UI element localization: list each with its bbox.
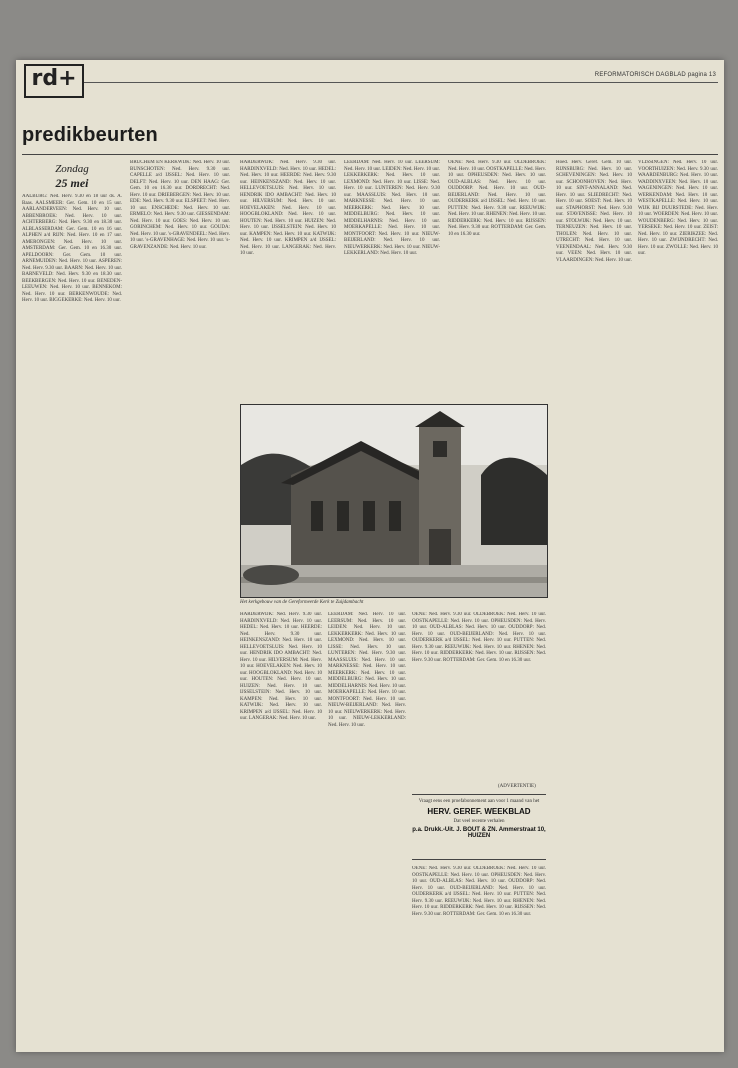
ad-publisher: p.a. Drukk.-Uit. J. BOUT & ZN. Ammerstraat 10, HUIZEN [412,827,546,839]
column-text: AALBURG: Ned. Herv. 9.30 en 18 uur ds. A. Baas. AALSMEER: Ger. Gem. 10 en 15 uur. AARLANDERVEEN: Ned. Herv. 10 uur. ABBENBROEK: Ned. Herv. 10 uur. ACHTERBERG: Ned. Herv. 9.30 en 18.30 uur. ALBLASSERDAM: Ger. Gem. 10 en 16 uur. ALPHEN a/d RIJN: Ned. Herv. 10 en 17 uur. AMERONGEN: Ned. Herv. 10 uur. AMSTERDAM: Ger. Gem. 10 en 16.30 uur. APELDOORN: Ger. Gem. 10 uur. ARNEMUIDEN: Ned. Herv. 10 uur. ASPEREN: Ned. Herv. 9.30 uur. BAARN: Ned. Herv. 10 uur. BARNEVELD: Ned. Herv. 9.30 en 18.30 uur. BEEKBERGEN: Ned. Herv. 10 uur. BENEDEN-LEEUWEN: Ned. Herv. 10 uur. BENNEKOM: Ned. Herv. 10 uur. BERKENWOUDE: Ned. Herv. 10 uur. BIGGEKERKE: Ned. Herv. 10 uur. [22,194,122,303]
column-3-lower [240,612,322,1044]
column-text: VLISSINGEN: Ned. Herv. 10 uur. VOORTHUIZEN: Ned. Herv. 9.30 uur. WAARDENBURG: Ned. Herv. 10 uur. WADDINXVEEN: Ned. Herv. 10 uur. WAGENINGEN: Ned. Herv. 10 uur. WERKENDAM: Ned. Herv. 10 uur. WESTKAPELLE: Ned. Herv. 10 uur. WIJK BIJ DUURSTEDE: Ned. Herv. 10 uur. WOERDEN: Ned. Herv. 10 uur. WOUDENBERG: Ned. Herv. 10 uur. YERSEKE: Ned. Herv. 10 uur. ZEIST: Ned. Herv. 10 uur. ZIERIKZEE: Ned. Herv. 10 uur. ZWIJNDRECHT: Ned. Herv. 10 uur. ZWOLLE: Ned. Herv. 10 uur. [638,160,718,256]
column-text: LEERDAM: Ned. Herv. 10 uur. LEERSUM: Ned. Herv. 10 uur. LEIDEN: Ned. Herv. 10 uur. LEKKERKERK: Ned. Herv. 10 uur. LEXMOND: Ned. Herv. 10 uur. LISSE: Ned. Herv. 10 uur. LUNTEREN: Ned. Herv. 9.30 uur. MAASSLUIS: Ned. Herv. 10 uur. MARKNESSE: Ned. Herv. 10 uur. MEERKERK: Ned. Herv. 10 uur. MIDDELBURG: Ned. Herv. 10 uur. MIDDELHARNIS: Ned. Herv. 10 uur. MOERKAPELLE: Ned. Herv. 10 uur. MONTFOORT: Ned. Herv. 10 uur. NIEUW-BEIJERLAND: Ned. Herv. 10 uur. NIEUWERKERK: Ned. Herv. 10 uur. NIEUW-LEKKERLAND: Ned. Herv. 10 uur. [328,612,406,728]
day-label: Zondag [55,163,89,175]
column-text: OENE: Ned. Herv. 9.30 uur. OLDEBROEK: Ned. Herv. 10 uur. OOSTKAPELLE: Ned. Herv. 10 uur. OPHEUSDEN: Ned. Herv. 10 uur. OUD-ALBLAS: Ned. Herv. 10 uur. OUDDORP: Ned. Herv. 10 uur. OUD-BEIJERLAND: Ned. Herv. 10 uur. OUDERKERK a/d IJSSEL: Ned. Herv. 10 uur. PUTTEN: Ned. Herv. 9.30 uur. REEUWIJK: Ned. Herv. 10 uur. RHENEN: Ned. Herv. 10 uur. RIDDERKERK: Ned. Herv. 10 uur. RIJSSEN: Ned. Herv. 9.30 uur. ROTTERDAM: Ger. Gem. 10 en 16.30 uur. [412,866,546,917]
column-4-lower [328,612,406,1044]
ad-name: HERV. GEREF. WEEKBLAD [427,807,531,816]
advertisement [412,794,546,860]
header-rule [76,82,718,83]
column-1 [22,194,122,1044]
column-text: HARDERWIJK: Ned. Herv. 9.30 uur. HARDINXVELD: Ned. Herv. 10 uur. HEDEL: Ned. Herv. 10 uur. HEERDE: Ned. Herv. 9.30 uur. HEINKENSZAND: Ned. Herv. 10 uur. HELLEVOETSLUIS: Ned. Herv. 10 uur. HENDRIK IDO AMBACHT: Ned. Herv. 10 uur. HILVERSUM: Ned. Herv. 10 uur. HOEVELAKEN: Ned. Herv. 10 uur. HOOGBLOKLAND: Ned. Herv. 10 uur. HOUTEN: Ned. Herv. 10 uur. HUIZEN: Ned. Herv. 10 uur. IJSSELSTEIN: Ned. Herv. 10 uur. KAMPEN: Ned. Herv. 10 uur. KATWIJK: Ned. Herv. 10 uur. KRIMPEN a/d IJSSEL: Ned. Herv. 10 uur. LANGERAK: Ned. Herv. 10 uur. [240,160,336,256]
date-block [22,162,122,190]
newspaper-page [16,60,724,1052]
ad-intro: Vraagt eens een proefabonnement aan voor 1 maand van het [418,799,540,804]
column-text: OENE: Ned. Herv. 9.30 uur. OLDEBROEK: Ned. Herv. 10 uur. OOSTKAPELLE: Ned. Herv. 10 uur. OPHEUSDEN: Ned. Herv. 10 uur. OUD-ALBLAS: Ned. Herv. 10 uur. OUDDORP: Ned. Herv. 10 uur. OUD-BEIJERLAND: Ned. Herv. 10 uur. OUDERKERK a/d IJSSEL: Ned. Herv. 10 uur. PUTTEN: Ned. Herv. 9.30 uur. REEUWIJK: Ned. Herv. 10 uur. RHENEN: Ned. Herv. 10 uur. RIDDERKERK: Ned. Herv. 10 uur. RIJSSEN: Ned. Herv. 9.30 uur. ROTTERDAM: Ger. Gem. 10 en 16.30 uur. [412,612,546,663]
column-2 [130,160,230,1044]
column-text: Hoed. Herv. Geref. Gem. 10 uur. RIJNSBURG: Ned. Herv. 10 uur. SCHEVENINGEN: Ned. Herv. 10 uur. SCHOONHOVEN: Ned. Herv. 10 uur. SINT-ANNALAND: Ned. Herv. 10 uur. SLIEDRECHT: Ned. Herv. 10 uur. SOEST: Ned. Herv. 10 uur. STAPHORST: Ned. Herv. 9.30 uur. STAVENISSE: Ned. Herv. 10 uur. STOLWIJK: Ned. Herv. 10 uur. TERNEUZEN: Ned. Herv. 10 uur. THOLEN: Ned. Herv. 10 uur. UTRECHT: Ned. Herv. 10 uur. VEENENDAAL: Ned. Herv. 9.30 uur. VEEN: Ned. Herv. 10 uur. VLAARDINGEN: Ned. Herv. 10 uur. [556,160,632,263]
column-5 [448,160,546,396]
column-text: HARDERWIJK: Ned. Herv. 9.30 uur. HARDINXVELD: Ned. Herv. 10 uur. HEDEL: Ned. Herv. 10 uur. HEERDE: Ned. Herv. 9.30 uur. HEINKENSZAND: Ned. Herv. 10 uur. HELLEVOETSLUIS: Ned. Herv. 10 uur. HENDRIK IDO AMBACHT: Ned. Herv. 10 uur. HILVERSUM: Ned. Herv. 10 uur. HOEVELAKEN: Ned. Herv. 10 uur. HOOGBLOKLAND: Ned. Herv. 10 uur. HOUTEN: Ned. Herv. 10 uur. HUIZEN: Ned. Herv. 10 uur. IJSSELSTEIN: Ned. Herv. 10 uur. KAMPEN: Ned. Herv. 10 uur. KATWIJK: Ned. Herv. 10 uur. KRIMPEN a/d IJSSEL: Ned. Herv. 10 uur. LANGERAK: Ned. Herv. 10 uur. [240,612,322,721]
column-4 [344,160,440,396]
column-text: LEERDAM: Ned. Herv. 10 uur. LEERSUM: Ned. Herv. 10 uur. LEIDEN: Ned. Herv. 10 uur. LEKKERKERK: Ned. Herv. 10 uur. LEXMOND: Ned. Herv. 10 uur. LISSE: Ned. Herv. 10 uur. LUNTEREN: Ned. Herv. 9.30 uur. MAASSLUIS: Ned. Herv. 10 uur. MARKNESSE: Ned. Herv. 10 uur. MEERKERK: Ned. Herv. 10 uur. MIDDELBURG: Ned. Herv. 10 uur. MIDDELHARNIS: Ned. Herv. 10 uur. MOERKAPELLE: Ned. Herv. 10 uur. MONTFOORT: Ned. Herv. 10 uur. NIEUW-BEIJERLAND: Ned. Herv. 10 uur. NIEUWERKERK: Ned. Herv. 10 uur. NIEUW-LEKKERLAND: Ned. Herv. 10 uur. [344,160,440,256]
date-label: 25 mei [55,176,89,190]
church-photo [240,404,548,598]
page-title: predikbeurten [22,124,158,146]
masthead-logo: rd+ [24,64,84,98]
column-6 [556,160,632,1044]
title-rule [22,154,718,155]
ad-label: (ADVERTENTIE) [498,784,536,789]
column-text: BRUCHEM EN KERKWIJK: Ned. Herv. 10 uur. BUNSCHOTEN: Ned. Herv. 9.30 uur. CAPELLE a/d IJSSEL: Ned. Herv. 10 uur. DELFT: Ned. Herv. 10 uur. DEN HAAG: Ger. Gem. 10 en 16.30 uur. DORDRECHT: Ned. Herv. 10 uur. DRIEBERGEN: Ned. Herv. 10 uur. EDE: Ned. Herv. 9.30 uur. ELSPEET: Ned. Herv. 10 uur. ENSCHEDE: Ned. Herv. 10 uur. ERMELO: Ned. Herv. 9.30 uur. GIESSENDAM: Ned. Herv. 10 uur. GOES: Ned. Herv. 10 uur. GORINCHEM: Ned. Herv. 10 uur. GOUDA: Ned. Herv. 10 uur. 's-GRAVENDEEL: Ned. Herv. 10 uur. 's-GRAVENHAGE: Ned. Herv. 10 uur. 's-GRAVENZANDE: Ned. Herv. 10 uur. [130,160,230,250]
running-head: REFORMATORISCH DAGBLAD pagina 13 [594,72,716,78]
column-5-lower [412,612,546,780]
photo-caption: Het kerkgebouw van de Gereformeerde Kerk te Zuijdambacht [240,600,364,605]
column-7 [638,160,718,1044]
column-5-bottom [412,866,546,1044]
column-text: OENE: Ned. Herv. 9.30 uur. OLDEBROEK: Ned. Herv. 10 uur. OOSTKAPELLE: Ned. Herv. 10 uur. OPHEUSDEN: Ned. Herv. 10 uur. OUD-ALBLAS: Ned. Herv. 10 uur. OUDDORP: Ned. Herv. 10 uur. OUD-BEIJERLAND: Ned. Herv. 10 uur. OUDERKERK a/d IJSSEL: Ned. Herv. 10 uur. PUTTEN: Ned. Herv. 9.30 uur. REEUWIJK: Ned. Herv. 10 uur. RHENEN: Ned. Herv. 10 uur. RIDDERKERK: Ned. Herv. 10 uur. RIJSSEN: Ned. Herv. 9.30 uur. ROTTERDAM: Ger. Gem. 10 en 16.30 uur. [448,160,546,237]
column-3 [240,160,336,396]
ad-sub: Dat veel recente verhalen [453,819,505,824]
